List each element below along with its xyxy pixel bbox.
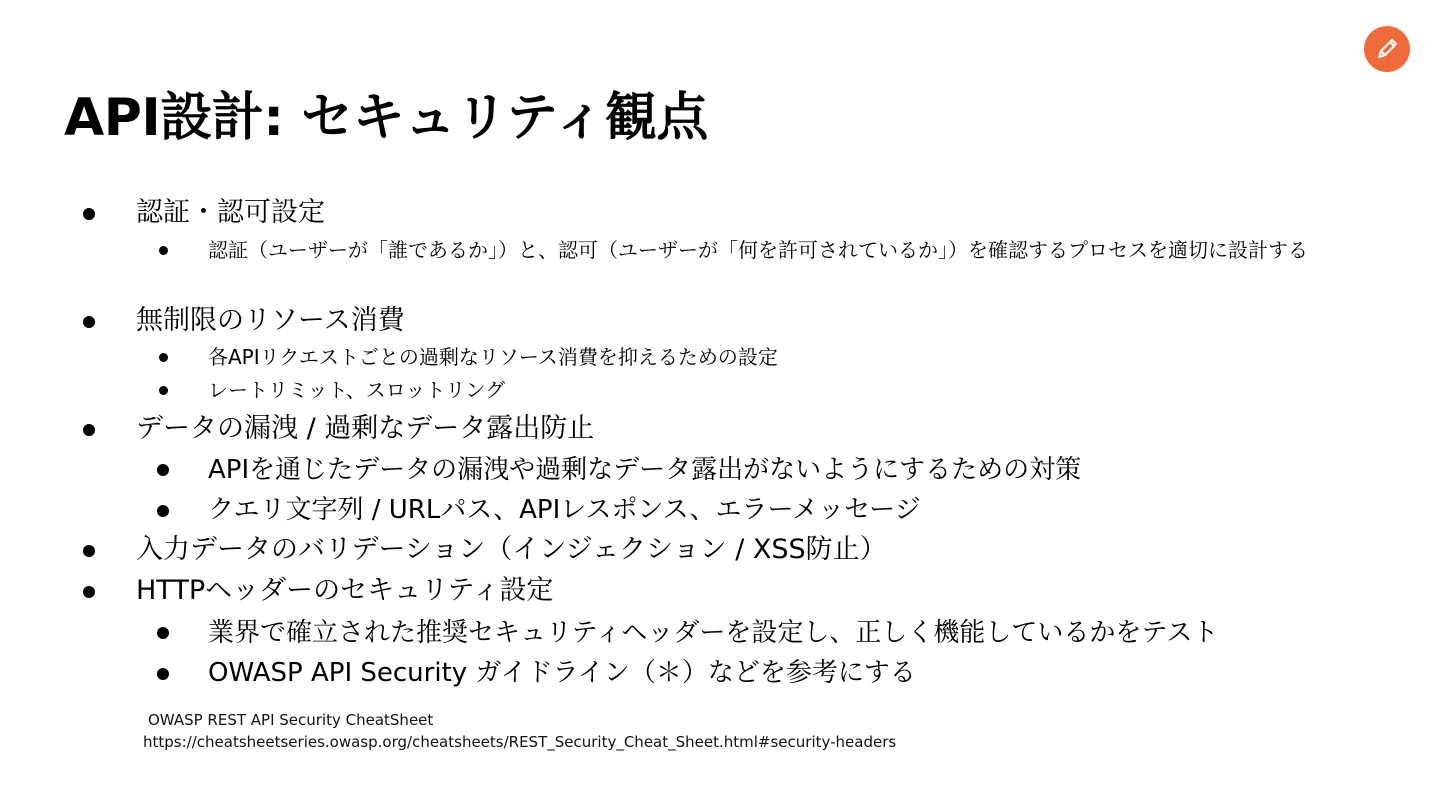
section-item-auth-1: 認証（ユーザーが「誰であるか」）と、認可（ユーザーが「何を許可されているか」）を確認するプロセスを適切に設計する <box>208 238 1308 262</box>
section-item-http-headers-1: 業界で確立された推奨セキュリティヘッダーを設定し、正しく機能しているかをテスト <box>208 618 1219 648</box>
slide-title: API設計: セキュリティ観点 <box>64 88 708 148</box>
bullet-icon <box>159 353 168 362</box>
section-heading-data-leak: データの漏洩 / 過剰なデータ露出防止 <box>136 413 595 444</box>
section-item-data-leak-1: APIを通じたデータの漏洩や過剰なデータ露出がないようにするための対策 <box>208 455 1082 485</box>
section-heading-http-headers: HTTPヘッダーのセキュリティ設定 <box>136 575 554 606</box>
bullet-icon <box>157 668 169 680</box>
section-heading-resource: 無制限のリソース消費 <box>136 305 405 336</box>
section-item-resource-2: レートリミット、スロットリング <box>208 378 505 402</box>
bullet-icon <box>157 627 169 639</box>
bullet-icon <box>83 208 95 220</box>
section-heading-validation: 入力データのバリデーション（インジェクション / XSS防止） <box>136 534 887 565</box>
bullet-icon <box>83 586 95 598</box>
section-item-http-headers-2: OWASP API Security ガイドライン（＊）などを参考にする <box>208 658 916 688</box>
section-item-resource-1: 各APIリクエストごとの過剰なリソース消費を抑えるための設定 <box>208 345 778 369</box>
footnote-url[interactable]: https://cheatsheetseries.owasp.org/cheatsheets/REST_Security_Cheat_Sheet.html#security-headers <box>143 733 897 751</box>
bullet-icon <box>157 464 169 476</box>
bullet-icon <box>83 424 95 436</box>
section-item-data-leak-2: クエリ文字列 / URLパス、APIレスポンス、エラーメッセージ <box>208 495 921 525</box>
footnote-title: OWASP REST API Security CheatSheet <box>148 711 434 729</box>
bullet-icon <box>159 246 168 255</box>
bullet-icon <box>159 386 168 395</box>
bullet-icon <box>83 545 95 557</box>
bullet-icon <box>157 505 169 517</box>
bullet-icon <box>83 316 95 328</box>
pen-nib-icon <box>1372 34 1402 64</box>
section-heading-auth: 認証・認可設定 <box>136 197 325 228</box>
postman-logo-icon <box>1364 26 1410 72</box>
